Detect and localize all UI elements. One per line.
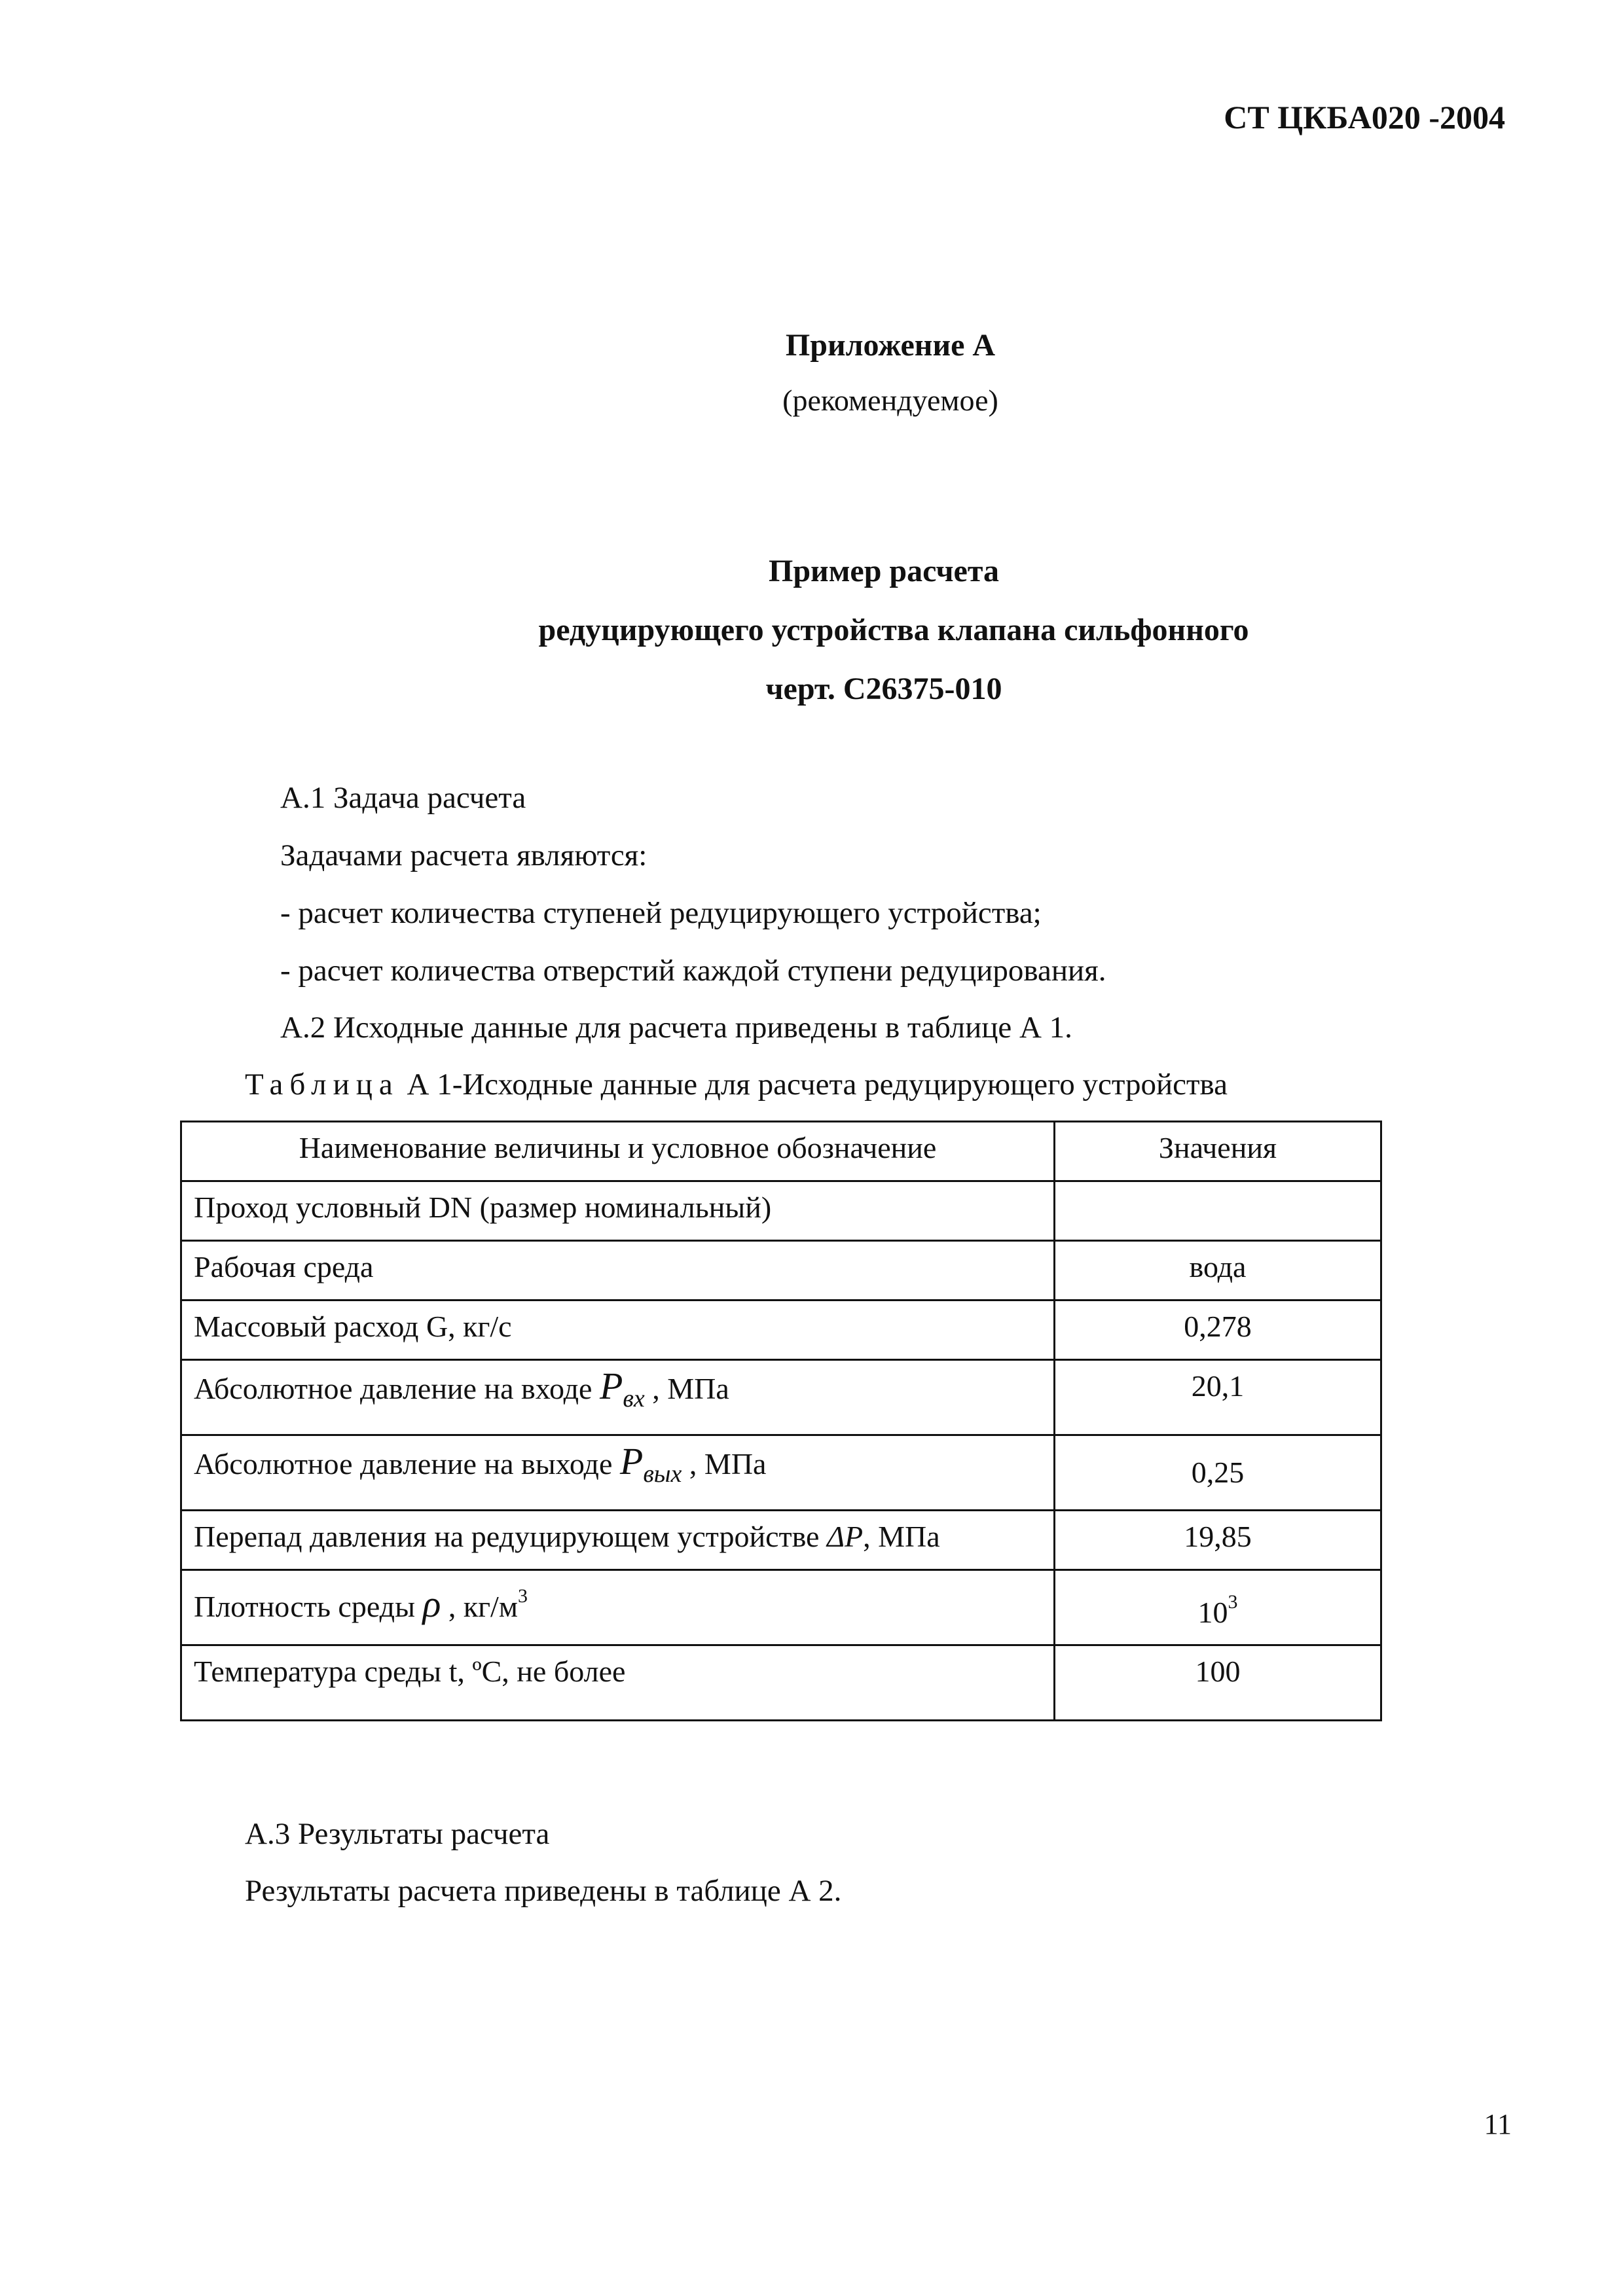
pressure-drop-symbol: ΔP bbox=[826, 1520, 864, 1553]
table-caption-text: А 1-Исходные данные для расчета редуцирующего устройства bbox=[399, 1067, 1228, 1102]
table-header-row bbox=[181, 1122, 1381, 1181]
row-unit-text: , кг/м bbox=[441, 1590, 518, 1623]
symbol-subscript: вых bbox=[643, 1460, 682, 1488]
section-a3-heading: А.3 Результаты расчета bbox=[245, 1817, 550, 1851]
row-value-cell: 0,25 bbox=[1055, 1435, 1381, 1511]
pressure-in-symbol: P bbox=[599, 1365, 623, 1407]
value-superscript: 3 bbox=[1228, 1591, 1238, 1613]
row-unit-text: , МПа bbox=[863, 1520, 940, 1553]
row-name-text: Перепад давления на редуцирующем устройстве bbox=[194, 1520, 827, 1553]
appendix-status: (рекомендуемое) bbox=[782, 384, 998, 417]
example-title-line-1: Пример расчета bbox=[769, 554, 999, 588]
appendix-title: Приложение А bbox=[785, 328, 996, 363]
task-item: - расчет количества ступеней редуцирующего устройства; bbox=[280, 896, 1042, 930]
symbol-subscript: вх bbox=[623, 1385, 645, 1412]
row-name-text: Абсолютное давление на входе bbox=[194, 1372, 600, 1405]
table-row bbox=[181, 1645, 1381, 1721]
tasks-intro: Задачами расчета являются: bbox=[280, 838, 647, 872]
row-unit-text: , МПа bbox=[644, 1372, 729, 1405]
row-unit-text: , МПа bbox=[682, 1447, 767, 1480]
row-name-cell bbox=[181, 1570, 1055, 1645]
row-value-cell bbox=[1055, 1181, 1381, 1241]
table-caption bbox=[245, 1067, 1228, 1102]
table-row bbox=[181, 1360, 1381, 1435]
row-name-cell: Температура среды t, ºС, не более bbox=[181, 1645, 1055, 1721]
table-row bbox=[181, 1181, 1381, 1241]
table-row bbox=[181, 1511, 1381, 1570]
section-a1-heading: А.1 Задача расчета bbox=[280, 781, 526, 815]
row-value-cell: 20,1 bbox=[1055, 1360, 1381, 1435]
section-a3-text: Результаты расчета приведены в таблице А 2. bbox=[245, 1874, 842, 1908]
example-title-line-3: черт. С26375-010 bbox=[765, 672, 1002, 706]
value-base: 10 bbox=[1197, 1596, 1228, 1629]
table-row bbox=[181, 1300, 1381, 1360]
row-value-cell: вода bbox=[1055, 1241, 1381, 1300]
row-value-cell bbox=[1055, 1570, 1381, 1645]
row-name-text: Плотность среды bbox=[194, 1590, 423, 1623]
row-name-cell: Проход условный DN (размер номинальный) bbox=[181, 1181, 1055, 1241]
row-name-text: Абсолютное давление на выходе bbox=[194, 1447, 620, 1480]
row-name-cell bbox=[181, 1511, 1055, 1570]
header-cell-value: Значения bbox=[1055, 1122, 1381, 1181]
row-name-cell bbox=[181, 1360, 1055, 1435]
source-data-table bbox=[180, 1121, 1382, 1721]
table-caption-label: Таблица bbox=[245, 1067, 399, 1102]
table-row bbox=[181, 1241, 1381, 1300]
row-value-cell: 0,278 bbox=[1055, 1300, 1381, 1360]
row-name-cell: Рабочая среда bbox=[181, 1241, 1055, 1300]
table-row bbox=[181, 1570, 1381, 1645]
document-code: СТ ЦКБА020 -2004 bbox=[1224, 99, 1505, 135]
density-symbol: ρ bbox=[422, 1583, 441, 1625]
row-name-cell bbox=[181, 1435, 1055, 1511]
pressure-out-symbol: P bbox=[619, 1440, 644, 1482]
page-number: 11 bbox=[1484, 2108, 1512, 2140]
example-title-line-2: редуцирующего устройства клапана сильфонного bbox=[538, 613, 1249, 647]
header-cell-name: Наименование величины и условное обозначение bbox=[181, 1122, 1055, 1181]
table-row bbox=[181, 1435, 1381, 1511]
section-a2-text: А.2 Исходные данные для расчета приведены в таблице А 1. bbox=[280, 1011, 1072, 1045]
row-value-cell: 100 bbox=[1055, 1645, 1381, 1721]
row-value-cell: 19,85 bbox=[1055, 1511, 1381, 1570]
row-name-cell: Массовый расход G, кг/с bbox=[181, 1300, 1055, 1360]
task-item: - расчет количества отверстий каждой ступени редуцирования. bbox=[280, 954, 1106, 988]
unit-superscript: 3 bbox=[517, 1585, 528, 1607]
